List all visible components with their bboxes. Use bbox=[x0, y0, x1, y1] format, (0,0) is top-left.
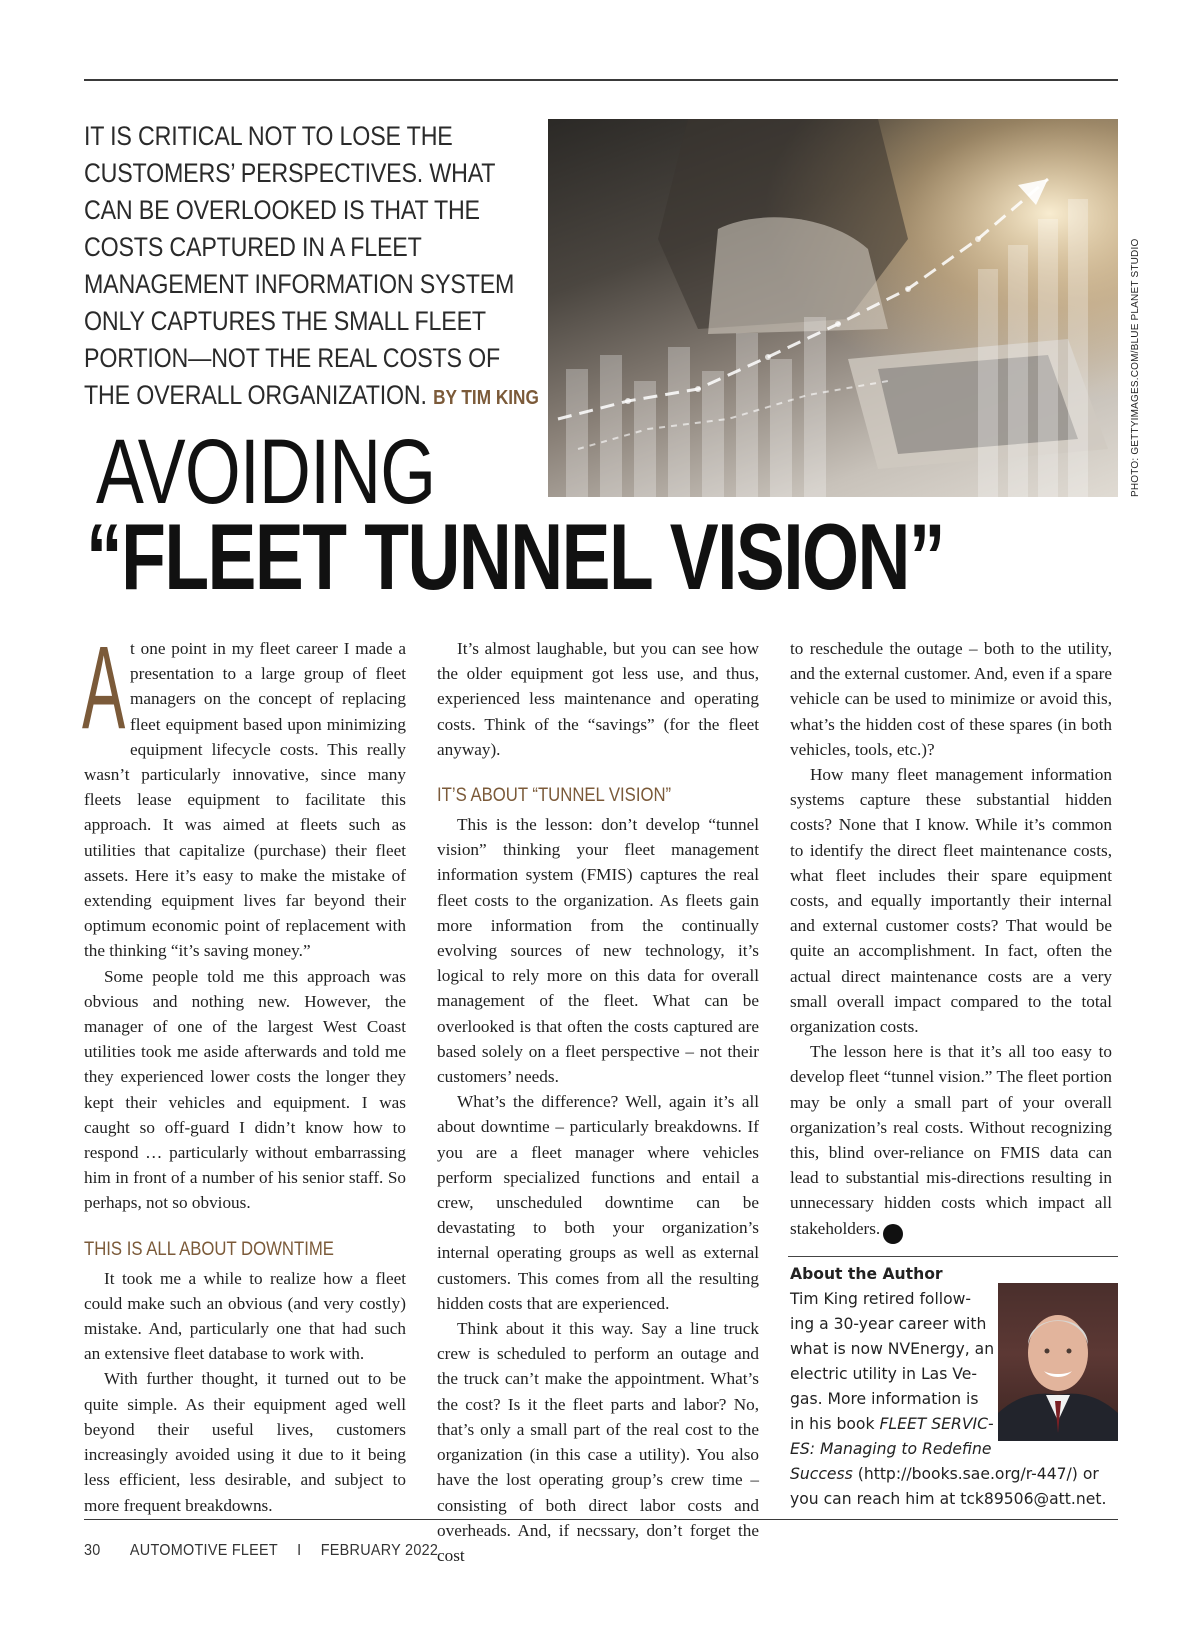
drop-cap: A bbox=[82, 622, 126, 754]
about-divider bbox=[788, 1256, 1118, 1257]
paragraph: With further thought, it turned out to be quite simple. As their equipment aged well beyond their useful lives, customers increasingly avoided using it due to it being less efficient, less desirable, and subject to more frequent breakdowns. bbox=[84, 1369, 406, 1515]
footer-separator: I bbox=[297, 1542, 302, 1559]
paragraph: Some people told me this approach was obvious and nothing new. However, the manager of one of the largest West Coast utilities took me aside afterwards and told me they experienced lower costs the longer they kept their vehicles and equipment. I was caught so off-guard I didn’t know how to respond … particularly without embarrassing him in front of a number of his senior staff. So perhaps, not so obvious. bbox=[84, 966, 406, 1213]
af-end-mark-icon: AF bbox=[883, 1224, 903, 1244]
paragraph bbox=[790, 1039, 1112, 1243]
author-photo bbox=[998, 1283, 1118, 1441]
paragraph: It’s almost laughable, but you can see how the older equipment got less use, and thus, experienced less maintenance and operating costs. Think of the “savings” (for the fleet anyway). bbox=[437, 639, 759, 759]
about-line: Tim King retired follow- bbox=[790, 1290, 972, 1308]
title-line-2: “FLEET TUNNEL VISION” bbox=[86, 504, 944, 609]
page-number: 30 bbox=[84, 1542, 101, 1559]
paragraph: This is the lesson: don’t develop “tunnel vision” thinking your fleet management information system (FMIS) captures the real fleet costs to the organization. As fleets gain more information from the continually evolving sources of new technology, it’s logical to rely more on this data for overall management of the fleet. What can be overlooked is that often the costs captured are based solely on a fleet perspective – not their customers’ needs. bbox=[437, 815, 759, 1087]
bottom-rule bbox=[84, 1519, 1118, 1520]
paragraph-text: The lesson here is that it’s all too easy to develop fleet “tunnel vision.” The fleet portion may be only a small part of your overall organization’s real costs. Without recognizing this, blind over-reliance on FMIS data can lead to substantial mis-directions resulting in unnecessary hidden costs which impact all stakeholders. bbox=[790, 1042, 1112, 1238]
about-line: what is now NVEnergy, an bbox=[790, 1340, 995, 1358]
deck-text: IT IS CRITICAL NOT TO LOSE THE CUSTOMERS’ PERSPECTIVES. WHAT CAN BE OVERLOOKED IS THAT THE COSTS CAPTURED IN A FLEET MANAGEMENT INFORMATION SYSTEM ONLY CAPTURES THE SMALL FLEET PORTION—NOT THE REAL COSTS OF THE OVERALL ORGANIZATION. bbox=[84, 121, 515, 410]
about-contact: (http://books.sae.org/r-447/) or you can reach him at tck89506@att.net. bbox=[790, 1465, 1107, 1508]
paragraph: Think about it this way. Say a line truck crew is scheduled to perform an outage and the truck can’t make the appointment. What’s the cost? Is it the fleet parts and labor? No, that’s only a small part of the real cost to the organization (in this case a utility). You also have the lost operating group’s crew time – consisting of both direct labor costs and overheads. And, if necssary, don’t forget the cost bbox=[437, 1319, 759, 1565]
book-title: ES: Managing to Redefine bbox=[790, 1440, 992, 1458]
photo-credit: PHOTO: GETTYIMAGES.COM/BLUE PLANET STUDIO bbox=[1130, 238, 1141, 497]
column-3 bbox=[790, 636, 1112, 1244]
issue-date: FEBRUARY 2022 bbox=[320, 1542, 439, 1559]
paragraph: to reschedule the outage – both to the utility, and the external customer. And, even if a spare vehicle can be used to minimize or avoid this, what’s the hidden cost of these spares (in both vehicles, tools, etc.)? bbox=[790, 639, 1112, 759]
about-line: gas. More information is bbox=[790, 1390, 979, 1408]
about-line: in his book bbox=[790, 1415, 880, 1433]
paragraph-text: t one point in my fleet career I made a presentation to a large group of fleet managers on the concept of replacing fleet equipment based upon minimizing equipment lifecycle costs. This really wasn’t particularly innovative, since many fleets lease equipment to facilitate this approach. It was aimed at fleets such as utilities that capitalize (purchase) their fleet assets. Here it’s easy to make the mistake of extending equipment lives far beyond their optimum economic point of replacement with the thinking “it’s saving money.” bbox=[84, 639, 406, 961]
magazine-name: AUTOMOTIVE FLEET bbox=[129, 1542, 278, 1559]
subheading: IT’S ABOUT “TUNNEL VISION” bbox=[437, 785, 672, 807]
deck bbox=[84, 118, 546, 417]
footer bbox=[84, 1542, 438, 1560]
book-title: FLEET SERVIC- bbox=[879, 1415, 994, 1433]
about-title: About the Author bbox=[790, 1265, 943, 1283]
byline: BY TIM KING bbox=[433, 387, 539, 409]
top-rule bbox=[84, 79, 1118, 81]
about-line: ing a 30-year career with bbox=[790, 1315, 987, 1333]
hero-image bbox=[548, 119, 1118, 497]
book-title: Success bbox=[790, 1465, 853, 1483]
paragraph bbox=[82, 622, 406, 964]
author-portrait bbox=[998, 1283, 1118, 1441]
column-1 bbox=[82, 622, 406, 1518]
paragraph: It took me a while to realize how a fleet could make such an obvious (and very costly) mistake. And, particularly one that had such an extensive fleet database to work with. bbox=[84, 1268, 406, 1364]
paragraph: What’s the difference? Well, again it’s all about downtime – particularly breakdowns. If you are a fleet manager where vehicles perform specialized functions and entail a crew, unscheduled downtime can be devastating to both your organization’s internal operating groups as well as external customers. This comes from all the resulting hidden costs that are experienced. bbox=[437, 1092, 759, 1313]
hero-illustration bbox=[548, 119, 1118, 497]
column-2 bbox=[437, 636, 759, 1568]
subheading: THIS IS ALL ABOUT DOWNTIME bbox=[84, 1238, 334, 1260]
paragraph: How many fleet management information systems capture these substantial hidden costs? None that I know. While it’s common to identify the direct fleet maintenance costs, what fleet includes their spare equipment costs, and equally importantly their internal and external customer costs? That would be quite an accomplishment. In fact, often the actual direct maintenance costs are a very small overall impact compared to the total organization costs. bbox=[790, 765, 1112, 1037]
about-line: electric utility in Las Ve- bbox=[790, 1365, 977, 1383]
title-line-1: AVOIDING bbox=[96, 421, 436, 523]
